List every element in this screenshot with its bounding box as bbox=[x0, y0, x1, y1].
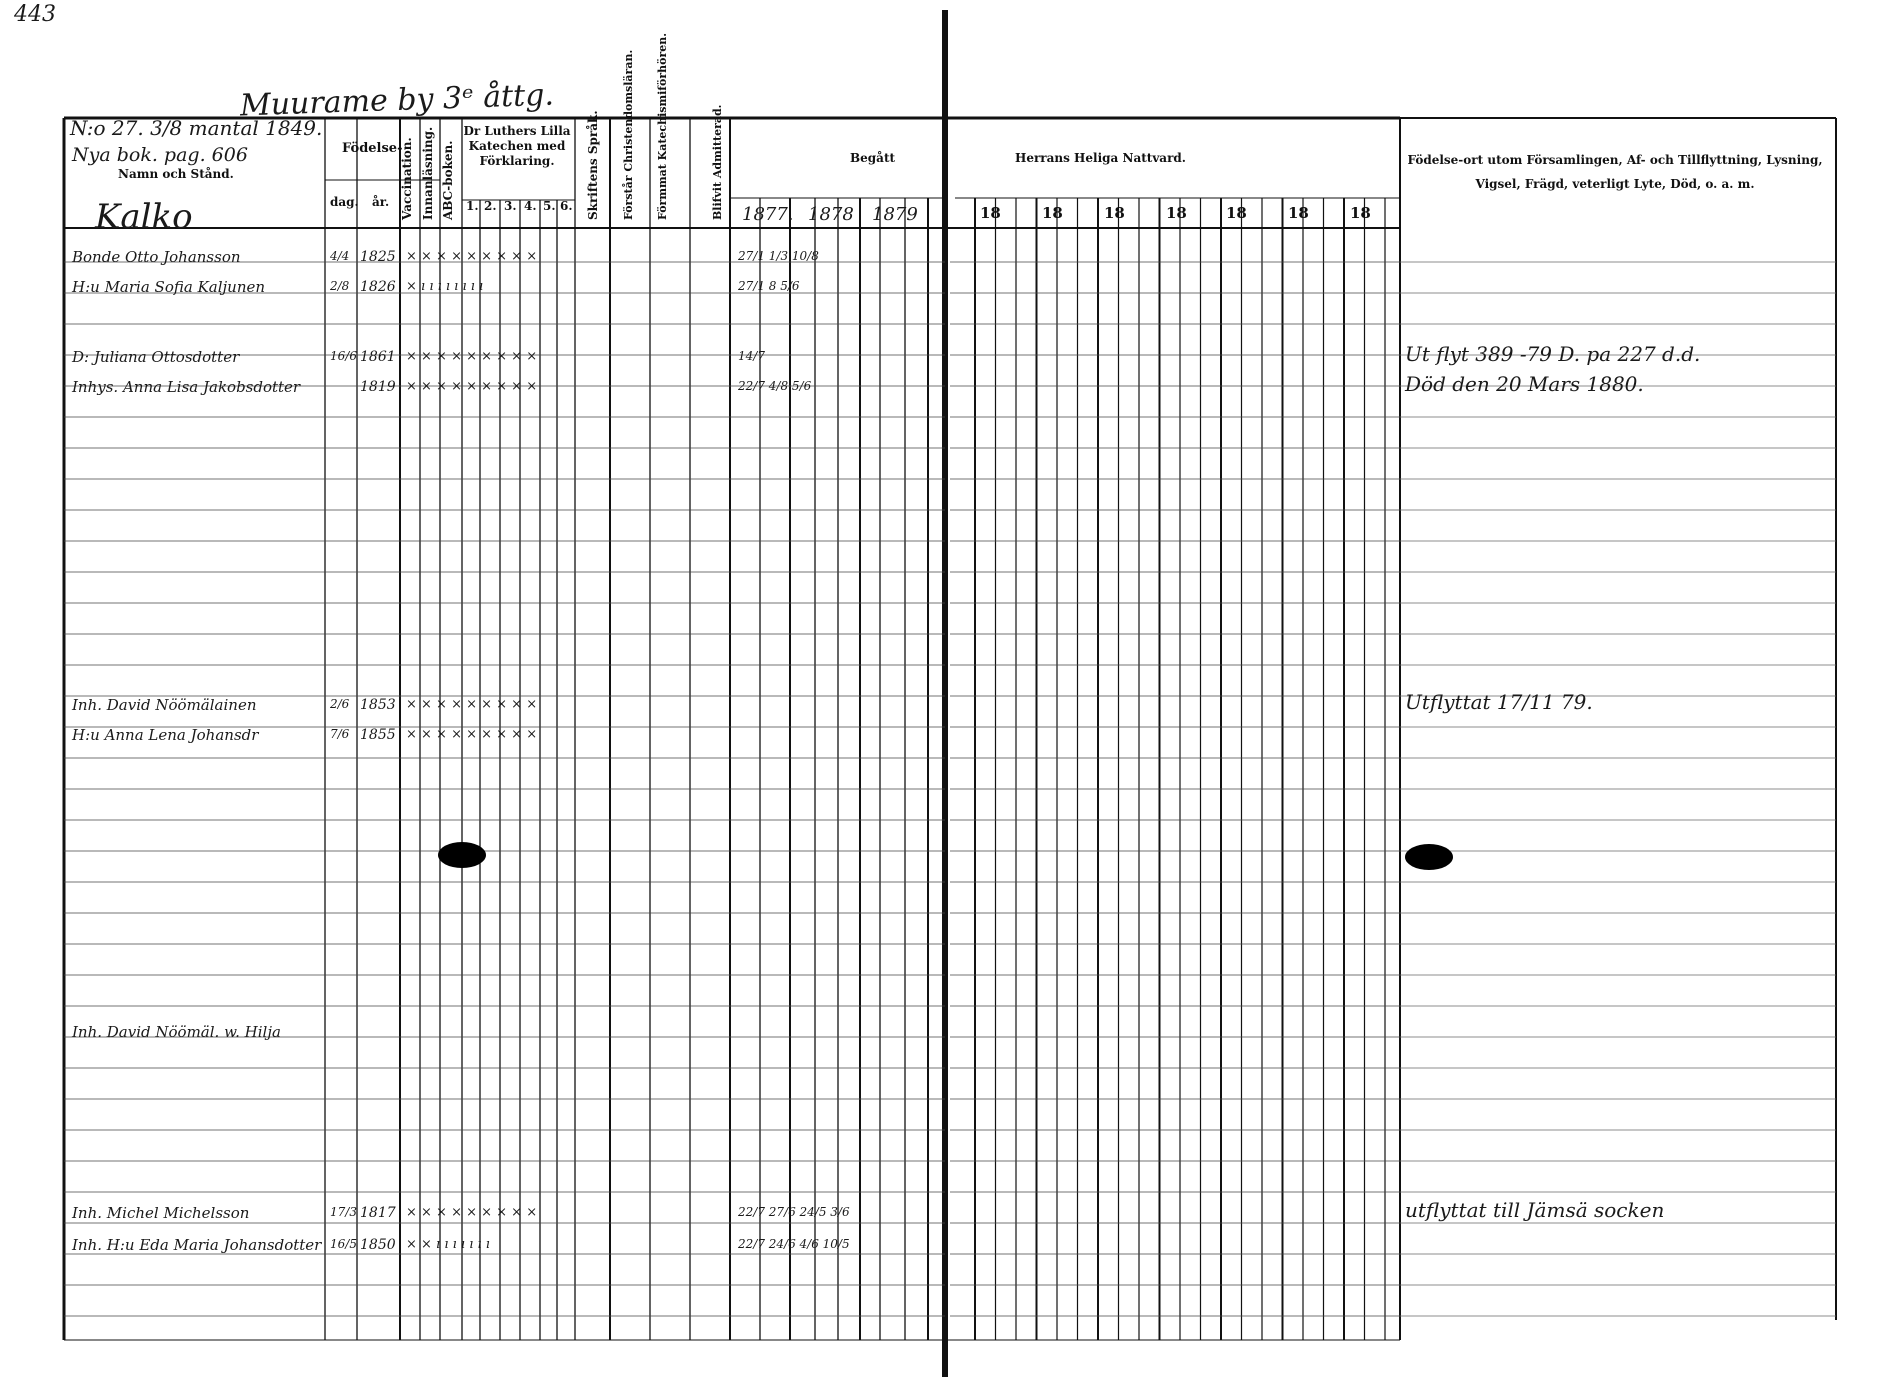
entry-remark: Utflyttat 17/11 79. bbox=[1405, 690, 1593, 714]
entry-birth-day: 4/4 bbox=[330, 249, 350, 263]
entry-marks: × × × × × × × × × bbox=[406, 349, 538, 364]
name-column-header: Namn och Stånd. bbox=[118, 167, 234, 181]
year-header-left: 1877. bbox=[742, 204, 794, 225]
entry-remark: utflyttat till Jämsä socken bbox=[1405, 1198, 1665, 1222]
scripture-header: Skriftens Språk. bbox=[586, 110, 600, 220]
year-header-right: 18 bbox=[1226, 204, 1247, 222]
year-header-right: 18 bbox=[1288, 204, 1309, 222]
entry-birth-year: 1861 bbox=[360, 349, 396, 365]
catechism-exam-header: Förmmat Katechismiförhören. bbox=[656, 32, 669, 220]
year-header-right: 18 bbox=[1350, 204, 1371, 222]
entry-birth-year: 1826 bbox=[360, 279, 396, 295]
catechism-part-4: 4. bbox=[524, 199, 537, 213]
birth-year-header: år. bbox=[372, 195, 390, 209]
entry-name: D: Juliana Ottosdotter bbox=[72, 348, 240, 366]
catechism-header: Dr Luthers Lilla Katechen med Förklaring. bbox=[463, 124, 571, 168]
entry-birth-year: 1819 bbox=[360, 379, 396, 395]
book-reference: Nya bok. pag. 606 bbox=[72, 144, 248, 166]
entry-remark: Ut flyt 389 -79 D. pa 227 d.d. bbox=[1405, 342, 1701, 366]
abc-header: ABC-boken. bbox=[441, 140, 455, 220]
entry-birth-year: 1817 bbox=[360, 1205, 396, 1221]
village-heading: Muurame by 3ᵉ åttg. bbox=[239, 77, 555, 124]
entry-visits: 27/1 1/3 10/8 bbox=[738, 249, 819, 263]
entry-birth-day: 7/6 bbox=[330, 727, 350, 741]
remarks-header: Födelse-ort utom Församlingen, Af- och Tillflyttning, Lysning, Vigsel, Frägd, veterligt Lyte, Död, o. a. m. bbox=[1407, 153, 1823, 191]
entry-birth-day: 2/6 bbox=[330, 697, 350, 711]
entry-name: H:u Anna Lena Johansdr bbox=[72, 726, 259, 744]
entry-remark: Död den 20 Mars 1880. bbox=[1405, 372, 1644, 396]
entry-name: Inh. Michel Michelsson bbox=[72, 1204, 250, 1222]
reading-header: Innanläsning. bbox=[421, 126, 435, 220]
entry-visits: 22/7 24/6 4/6 10/5 bbox=[738, 1237, 850, 1251]
entry-name: Inh. David Nöömälainen bbox=[72, 696, 257, 714]
ink-blot bbox=[438, 842, 486, 868]
entry-visits: 27/1 8 5/6 bbox=[738, 279, 800, 293]
visited-header: Begått bbox=[850, 151, 896, 165]
entry-visits: 22/7 4/8 5/6 bbox=[738, 379, 812, 393]
year-header-right: 18 bbox=[980, 204, 1001, 222]
year-header-right: 18 bbox=[1042, 204, 1063, 222]
year-header-right: 18 bbox=[1104, 204, 1125, 222]
catechism-part-1: 1. bbox=[466, 199, 479, 213]
entry-marks: × × × × × × × × × bbox=[406, 727, 538, 742]
catechism-part-2: 2. bbox=[484, 199, 497, 213]
entry-visits: 22/7 27/6 24/5 3/6 bbox=[738, 1205, 850, 1219]
entry-marks: × × × × × × × × × bbox=[406, 697, 538, 712]
ink-blot bbox=[1405, 844, 1453, 870]
year-header-left: 1878 bbox=[808, 204, 854, 225]
birth-day-header: dag. bbox=[330, 195, 359, 209]
vaccination-header: Vaccination. bbox=[400, 137, 414, 220]
entry-birth-day: 16/6 bbox=[330, 349, 357, 363]
household-number: N:o 27. 3/8 mantal 1849. bbox=[70, 116, 323, 140]
entry-marks: × ı ı ı ı ı ı ı ı bbox=[406, 279, 484, 294]
admitted-header: Blifvit Admitterad. bbox=[711, 104, 724, 220]
entry-birth-day: 2/8 bbox=[330, 279, 350, 293]
entry-birth-year: 1853 bbox=[360, 697, 396, 713]
entry-name: Inh. David Nöömäl. w. Hilja bbox=[72, 1023, 281, 1041]
entry-marks: × × × × × × × × × bbox=[406, 379, 538, 394]
year-header-right: 18 bbox=[1166, 204, 1187, 222]
page-number: 443 bbox=[14, 2, 56, 27]
catechism-part-5: 5. bbox=[543, 199, 556, 213]
entry-name: Inh. H:u Eda Maria Johansdotter bbox=[72, 1236, 322, 1254]
year-header-left: 1879 bbox=[872, 204, 918, 225]
birth-header: Födelse- bbox=[342, 141, 403, 156]
entry-marks: × × ı ı ı ı ı ı ı bbox=[406, 1237, 490, 1252]
entry-name: Inhys. Anna Lisa Jakobsdotter bbox=[72, 378, 301, 396]
catechism-part-6: 6. bbox=[560, 199, 573, 213]
farm-name: Kalko bbox=[95, 197, 193, 237]
entry-visits: 14/7 bbox=[738, 349, 765, 363]
entry-birth-year: 1850 bbox=[360, 1237, 396, 1253]
entry-marks: × × × × × × × × × bbox=[406, 249, 538, 264]
entry-birth-year: 1855 bbox=[360, 727, 396, 743]
entry-birth-day: 16/5 bbox=[330, 1237, 357, 1251]
entry-name: Bonde Otto Johansson bbox=[72, 248, 241, 266]
doctrine-header: Förstår Christendomsläran. bbox=[622, 49, 635, 220]
entry-name: H:u Maria Sofia Kaljunen bbox=[72, 278, 266, 296]
communion-header: Herrans Heliga Nattvard. bbox=[1015, 151, 1186, 165]
catechism-part-3: 3. bbox=[504, 199, 517, 213]
entry-birth-year: 1825 bbox=[360, 249, 396, 265]
entry-birth-day: 17/3 bbox=[330, 1205, 357, 1219]
entry-marks: × × × × × × × × × bbox=[406, 1205, 538, 1220]
